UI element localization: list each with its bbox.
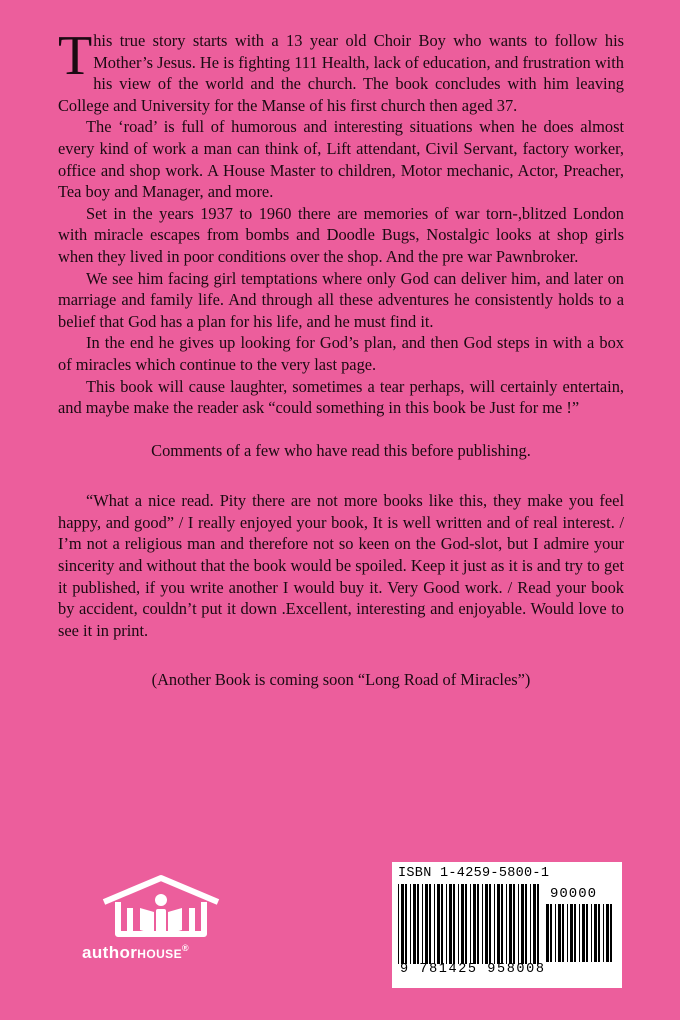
barcode-bar xyxy=(513,884,515,964)
barcode-bar xyxy=(465,884,467,964)
next-book-announcement: (Another Book is coming soon “Long Road of Miracles”) xyxy=(151,670,531,690)
barcode-bar xyxy=(518,884,519,964)
barcode-bar xyxy=(497,884,500,964)
comments-heading: Comments of a few who have read this before publishing. xyxy=(151,440,531,460)
barcode-bar xyxy=(537,884,539,964)
barcode-bar xyxy=(470,884,471,964)
ean-number: 9 781425 958008 xyxy=(400,962,546,977)
barcode-bar xyxy=(461,884,464,964)
reader-comments: “What a nice read. Pity there are not more books like this, they make you feel happy, and good” / I really enjoyed your book, It is well written and of real interest. / I’m not a religious man and therefore not so keen on the God-slot, but I admire your sincerity and without that the book would be spoiled. Keep it just as it is and try to get it published, if you write another I would buy it. Very Good work. / Read your book by accident, couldn’t put it down .Excellent, interesting and enjoyable. Would love to see it in print. xyxy=(58,491,624,640)
barcode-bar xyxy=(586,904,588,962)
house-book-icon xyxy=(96,872,226,942)
barcode-bar xyxy=(494,884,495,964)
barcode-bar xyxy=(441,884,443,964)
barcode-bar xyxy=(473,884,476,964)
barcode-bar xyxy=(425,884,428,964)
barcode-bar xyxy=(533,884,536,964)
barcode-bar xyxy=(598,904,600,962)
barcode-bar xyxy=(579,904,580,962)
isbn-barcode xyxy=(392,862,622,988)
ean-barcode-bars xyxy=(398,884,540,964)
blurb-paragraph-6: This book will cause laughter, sometimes a tear perhaps, will certainly entertain, and maybe make the reader ask “could something in this book be Just for me !” xyxy=(58,376,624,418)
barcode-bar xyxy=(509,884,512,964)
back-cover-text xyxy=(58,25,624,691)
drop-cap: T xyxy=(58,25,93,87)
barcode-bar xyxy=(501,884,503,964)
barcode-bar xyxy=(574,904,576,962)
barcode-bar xyxy=(482,884,483,964)
price-barcode-bars xyxy=(546,904,614,962)
barcode-bar xyxy=(525,884,527,964)
barcode-bar xyxy=(567,904,568,962)
barcode-bar xyxy=(453,884,455,964)
barcode-bar xyxy=(485,884,488,964)
blurb-paragraph-3: Set in the years 1937 to 1960 there are memories of war torn-,blitzed London with miracle escapes from bombs and Doodle Bugs, Nostalgic looks at shop girls when they lived in poor conditions over the shop. And the pre war Pawnbroker. xyxy=(58,203,624,266)
barcode-bar xyxy=(521,884,524,964)
barcode-bar xyxy=(582,904,585,962)
barcode-bar xyxy=(603,904,604,962)
barcode-bar xyxy=(398,884,399,964)
barcode-bar xyxy=(530,884,531,964)
barcode-bar xyxy=(489,884,491,964)
barcode-bar xyxy=(449,884,452,964)
barcode-bar xyxy=(610,904,612,962)
publisher-logo-text: authorHOUSE® xyxy=(82,943,190,962)
barcode-bar xyxy=(458,884,459,964)
barcode-bar xyxy=(437,884,440,964)
blurb-paragraph-2: The ‘road’ is full of humorous and interesting situations when he does almost every kind of work a man can think of, Lift attendant, Civil Servant, factory worker, office and shop work. A House Master to children, Motor mechanic, Actor, Preacher, Tea boy and Manager, and more. xyxy=(58,117,624,202)
blurb-paragraph-4: We see him facing girl temptations where only God can deliver him, and later on marriage and family life. And through all these adventures he consistently holds to a belief that God has a plan for his life, and he must find it. xyxy=(58,268,624,331)
barcode-bar xyxy=(405,884,407,964)
barcode-bar xyxy=(429,884,431,964)
blurb-paragraph-5: In the end he gives up looking for God’s plan, and then God steps in with a box of miracles which continue to the very last page. xyxy=(58,333,624,374)
barcode-bar xyxy=(562,904,564,962)
barcode-bar xyxy=(413,884,416,964)
price-code: 90000 xyxy=(550,886,598,902)
barcode-bar xyxy=(550,904,552,962)
barcode-bar xyxy=(401,884,404,964)
barcode-bar xyxy=(606,904,609,962)
barcode-bar xyxy=(446,884,447,964)
barcode-bar xyxy=(477,884,479,964)
barcode-bar xyxy=(591,904,592,962)
barcode-bar xyxy=(558,904,561,962)
barcode-bar xyxy=(422,884,423,964)
blurb-paragraph-1: This true story starts with a 13 year old Choir Boy who wants to follow his Mother’s Jesus. He is fighting 111 Health, lack of education, and frustration with his view of the world and the church. The book concludes with him leaving College and University for the Manse of his first church then aged 37. xyxy=(58,25,624,115)
barcode-bar xyxy=(410,884,411,964)
barcode-bar xyxy=(506,884,507,964)
barcode-bar xyxy=(434,884,435,964)
barcode-bar xyxy=(555,904,556,962)
barcode-bar xyxy=(546,904,549,962)
barcode-bar xyxy=(594,904,597,962)
isbn-label: ISBN 1-4259-5800-1 xyxy=(398,866,550,881)
barcode-bar xyxy=(570,904,573,962)
barcode-bar xyxy=(417,884,419,964)
